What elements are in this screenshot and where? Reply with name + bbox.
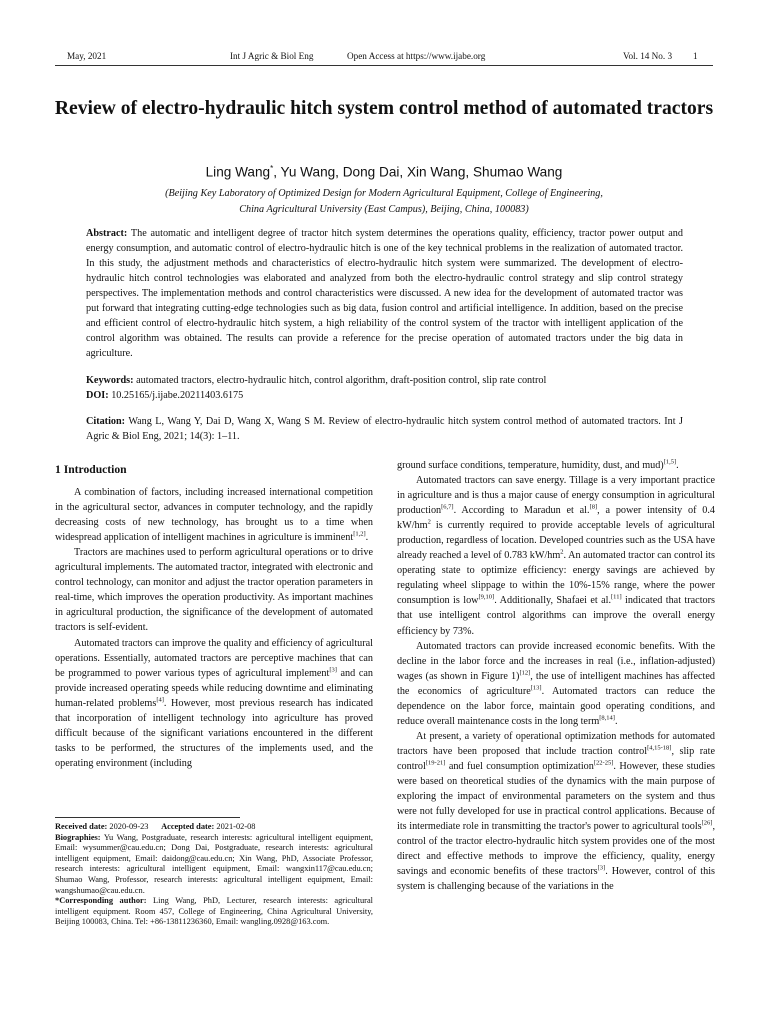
keywords-label: Keywords: [86,375,134,386]
citation-ref[interactable]: [22-25] [593,759,614,767]
doi-label: DOI: [86,390,109,401]
header-access: Open Access at https://www.ijabe.org [347,51,486,61]
paper-title: Review of electro-hydraulic hitch system control method of automated tractors [54,98,714,119]
citation-ref[interactable]: [8,14] [599,714,615,722]
doi [86,388,683,403]
affiliation-line-1: (Beijing Key Laboratory of Optimized Design for Modern Agricultural Equipment, College of Engineering, [165,188,603,199]
intro-paragraph-2: Tractors are machines used to perform agricultural operations or to drive agricultural implements. The automated tractor, integrated with electronic and control technology, can monitor and adjust the tractor operation parameters in real-time, which improves the operation productivity. As important machines in agricultural production, the significance of the development of automated tractors is self-evident. [55,547,373,634]
left-column [55,456,373,771]
citation-ref[interactable]: [1,2] [353,530,366,538]
intro-paragraph-3: Automated tractors can improve the quality and efficiency of agricultural operations. Essentially, automated tractors are perceptive machines that can be programmed to power various types of agricultural implement[3] and can provide increased operating speeds while reducing downtime and eliminating human-related problems[4]. However, most previous research has indicated that incorporation of intelligent technology into agriculture has proved difficult because of the significant variations encountered in the different tasks to be performed, the structures of the implements used, and the operating environment (including [55,637,373,769]
citation-text: Wang L, Wang Y, Dai D, Wang X, Wang S M. Review of electro-hydraulic hitch system control method of automated tractors. Int J Agric & Biol Eng, 2021; 14(3): 1–11. [86,416,683,443]
abstract [86,226,683,361]
citation-ref[interactable]: [26] [701,819,713,827]
keywords [86,373,683,388]
citation-ref[interactable]: [19-21] [425,759,446,767]
corresponding-mark: * [270,164,274,173]
abstract-label: Abstract: [86,228,128,239]
right-paragraph-3: At present, a variety of operational optimization methods for automated tractors have been proposed that include traction control[4,15-18], slip rate control[19-21] and fuel consumption optimization[22-25]. However, these studies were based on theoretical studies of the dynamics with the main purpose of exploring the impact of environmental parameters on the system and thus were not fully developed for use in practical control applications. Because of its intermediate role in transmitting the tractor's power to agricultural tools[26], control of the tractor electro-hydraulic hitch system provides one of the most direct and effective methods to improve the efficiency, quality, energy savings and economic benefits of these tractors[3]. However, control of this system is challenging because of the variations in the [397,730,715,893]
citation-ref[interactable]: [6,7] [441,503,454,511]
right-paragraph-0: ground surface conditions, temperature, humidity, dust, and mud)[1,5]. [397,458,679,471]
received-dates: Received date: 2020-09-23 Accepted date: 2021-02-08 [55,822,256,831]
header-date: May, 2021 [67,51,107,61]
footnotes [55,822,373,928]
right-column [397,458,715,894]
biographies: Biographies: Yu Wang, Postgraduate, research interests: agricultural intelligent equipment, Email: wysummer@cau.edu.cn; Dong Dai, Postgraduate, research interests: agricultural intelligent equipment, Email: daidong@cau.edu.cn; Xin Wang, PhD, Associate Professor, research interests: agricultural intelligent equipment, Email: wangxin117@cau.edu.cn; Shumao Wang, Professor, research interests: agricultural intelligent equipment, Email: wangshumao@cau.edu.cn. [55,832,373,895]
running-header [55,51,713,66]
header-volume: Vol. 14 No. 3 [623,51,673,61]
right-paragraph-2: Automated tractors can provide increased economic benefits. With the decline in the labor force and the increases in real (i.e., inflation-adjusted) wages (as shown in Figure 1)[12], the use of intelligent machines has affected the economics of agriculture[13]. Automated tractors can reduce the dependence on the labor force, maintain good operating conditions, and reduce overall maintenance costs in the long term[8,14]. [397,640,715,727]
affiliation-line-2: China Agricultural University (East Campus), Beijing, China, 100083) [239,204,529,215]
citation-ref[interactable]: [13] [530,684,542,692]
corresponding-author: *Corresponding author: Ling Wang, PhD, Lecturer, research interests: agricultural intelligent equipment. Room 457, College of Engineering, China Agricultural University, Beijing 100083, China. Tel: +86-13811236360, Email: wangling.0928@163.com. [55,896,373,927]
footnote-divider [55,817,240,818]
keywords-text: automated tractors, electro-hydraulic hitch, control algorithm, draft-position control, slip rate control [136,375,547,386]
citation-ref[interactable]: [3] [329,666,337,674]
affiliation [40,186,728,218]
citation-ref[interactable]: [4,15-18] [647,744,672,752]
citation-ref[interactable]: [3] [597,864,606,872]
author-list [40,164,728,180]
citation-ref[interactable]: [11] [611,594,622,602]
intro-paragraph-1: A combination of factors, including increased international competition in the agricultural sector, advances in computer technology, and the rapidly decreasing costs of new technology, has brought us to a time when widespread application of intelligent machines in agriculture is imminent[1,2]. [55,487,373,544]
citation-ref[interactable]: [1,5] [663,458,677,466]
citation-ref[interactable]: [8] [589,503,598,511]
citation-ref[interactable]: [12] [519,669,531,677]
citation-ref[interactable]: [4] [156,696,164,704]
citation-label: Citation: [86,416,126,427]
header-page-number: 1 [693,51,698,61]
citation-ref[interactable]: [9,10] [478,594,495,602]
abstract-text: The automatic and intelligent degree of tractor hitch system determines the operations quality, efficiency, tractor power output and energy consumption, and automatic control of electro-hydraulic hitch is one of the key technical problems in the realization of automated tractor. In this study, the adjustment methods and characteristics of electro-hydraulic hitch system were summarized. The development of electro-hydraulic hitch control technologies was elaborated and analyzed from both the electro-hydraulic control strategy and slip control strategy perspectives. The implementation methods and control characteristics were discussed. A new idea for the development of automated tractor was put forward that integrating cutting-edge technologies such as big data, fusion control and artificial intelligence. In addition, based on the precise and efficient control of electro-hydraulic hitch system, a high reliability of the control system of the tractor with intelligent application of the control algorithm was obtained. The results can provide a reference for the precise operation of automated tractors under the big data in agriculture. [86,228,683,360]
doi-link[interactable]: 10.25165/j.ijabe.20211403.6175 [111,390,244,401]
author-first: Ling Wang [205,164,271,180]
section-heading-introduction: 1 Introduction [55,463,127,476]
header-journal: Int J Agric & Biol Eng [230,51,314,61]
citation [86,414,683,444]
right-paragraph-1: Automated tractors can save energy. Tillage is a very important practice in agriculture and is thus a major cause of energy consumption in agricultural production[6,7]. According to Maradun et al.[8], a power intensity of 0.4 $kW/hm^2$ is currently required to provide acceptable levels of agricultural production, regardless of location. Developed countries such as the USA have already reached a level of 0.783 $kW/hm^2$. An automated tractor can control its operating state to optimize efficiency: energy savings are achieved by regulating wheel slippage to within the 10%-15% range, where the power consumption is low[9,10]. Additionally, Shafaei et al.[11] indicated that tractors that use intelligent control algorithms can improve the overall energy efficiency by 73%. [397,475,716,637]
author-rest: , Yu Wang, Dong Dai, Xin Wang, Shumao Wang [273,164,563,180]
